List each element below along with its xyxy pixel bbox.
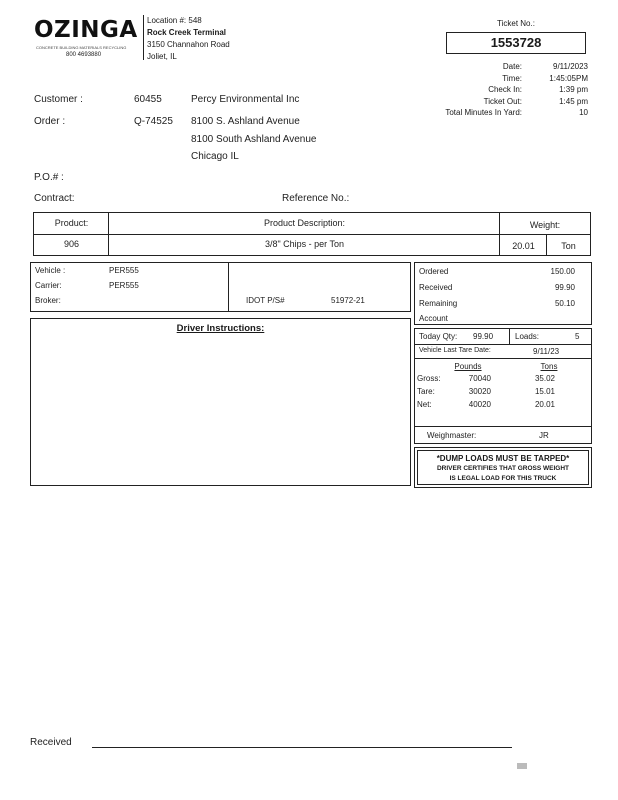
driver-instructions-label: Driver Instructions: [176,323,265,334]
weights-box [414,328,592,444]
net-label: Net: [417,400,432,409]
date-value: 9/11/2023 [553,62,588,71]
net-tons: 20.01 [534,400,555,409]
product-unit: Ton [561,241,576,251]
customer-name: Percy Environmental Inc [191,94,300,105]
carrier-label: Carrier: [35,281,62,290]
company-phone: 800 4693880 [66,52,102,58]
loads-label: Loads: [515,332,540,341]
vehicle-box [30,262,411,312]
location-city: Joliet, IL [147,52,177,61]
gross-pounds: 70040 [468,374,491,383]
vehicle-label: Vehicle : [35,266,66,275]
remaining-value: 50.10 [554,299,575,308]
company-tagline: CONCRETE BUILDING MATERIALS RECYCLING [36,45,127,50]
time-value: 1:45:05PM [549,73,588,83]
today-qty-label: Today Qty: [419,332,458,341]
location-name: Rock Creek Terminal [147,28,226,37]
times-block [410,61,588,119]
product-description: 3/8" Chips - per Ton [264,239,345,249]
gross-label: Gross: [417,374,441,383]
warning-line3: IS LEGAL LOAD FOR THIS TRUCK [449,475,557,482]
remaining-label: Remaining [419,299,458,308]
product-header: Product: [54,218,89,228]
order-city: Chicago IL [191,151,239,162]
tons-header: Tons [540,362,558,371]
weights-box-line1 [415,344,591,345]
ticket-out-value: 1:45 pm [559,96,588,106]
pounds-header: Pounds [454,362,482,371]
tare-tons: 15.01 [534,387,555,396]
product-table [33,212,591,256]
product-weight: 20.01 [512,241,535,251]
weights-box-line2 [415,358,591,359]
carrier-value: PER555 [109,281,139,290]
weights-box-line3 [415,426,591,427]
order-label: Order : [34,116,66,127]
product-code: 906 [63,239,80,249]
location-number: 548 [188,16,202,25]
weight-header: Weight: [529,220,561,230]
tare-date-value: 9/11/23 [533,347,560,356]
ordered-label: Ordered [419,267,449,276]
location-street: 3150 Channahon Road [147,40,230,49]
vehicle-box-divider [228,263,229,311]
po-label: P.O.# : [34,172,64,183]
tare-date-label: Vehicle Last Tare Date: [419,347,491,354]
account-label: Account [419,314,448,323]
reference-label: Reference No.: [282,193,350,204]
check-in-label: Check In: [488,85,522,94]
idot-label: IDOT P/S# [246,296,285,305]
location-block [147,15,230,63]
total-minutes-label: Total Minutes In Yard: [445,108,522,117]
ordered-value: 150.00 [550,267,575,276]
time-label: Time: [502,73,522,83]
ticket-out-label: Ticket Out: [483,96,522,106]
contract-label: Contract: [34,193,75,204]
order-id: Q-74525 [134,116,173,127]
description-header: Product Description: [263,218,346,228]
header-divider [143,15,144,60]
net-pounds: 40020 [468,400,491,409]
customer-id: 60455 [134,94,162,105]
order-status-box [414,262,592,325]
date-label: Date: [502,62,522,71]
gross-tons: 35.02 [534,374,555,383]
signature-line[interactable] [92,747,512,748]
ticket-number: 1553728 [446,32,586,54]
ticket-label: Ticket No.: [497,19,535,28]
vehicle-value: PER555 [109,266,139,275]
total-minutes-value: 10 [579,108,588,117]
warning-line2: DRIVER CERTIFIES THAT GROSS WEIGHT [436,465,570,472]
weighmaster-value: JR [539,431,549,440]
warning-box [414,447,592,488]
warning-line1: *DUMP LOADS MUST BE TARPED* [436,454,570,463]
order-address2: 8100 South Ashland Avenue [191,134,317,145]
customer-label: Customer : [34,94,83,105]
weights-box-vline [509,329,510,344]
tare-label: Tare: [417,387,435,396]
page-mark [517,763,527,769]
idot-value: 51972-21 [331,296,365,305]
warning-inner [417,450,589,485]
order-address1: 8100 S. Ashland Avenue [191,116,300,127]
driver-instructions-box [30,318,411,486]
received-value: 99.90 [554,283,575,292]
received-label-status: Received [419,283,453,292]
broker-label: Broker: [35,296,61,305]
check-in-value: 1:39 pm [559,85,588,94]
location-number-label: Location #: [147,16,187,25]
today-qty-value: 99.90 [473,332,494,341]
weighmaster-label: Weighmaster: [427,431,477,440]
received-label: Received [30,737,72,748]
tare-pounds: 30020 [468,387,491,396]
loads-value: 5 [575,332,580,341]
company-logo: OZINGA [34,17,138,43]
